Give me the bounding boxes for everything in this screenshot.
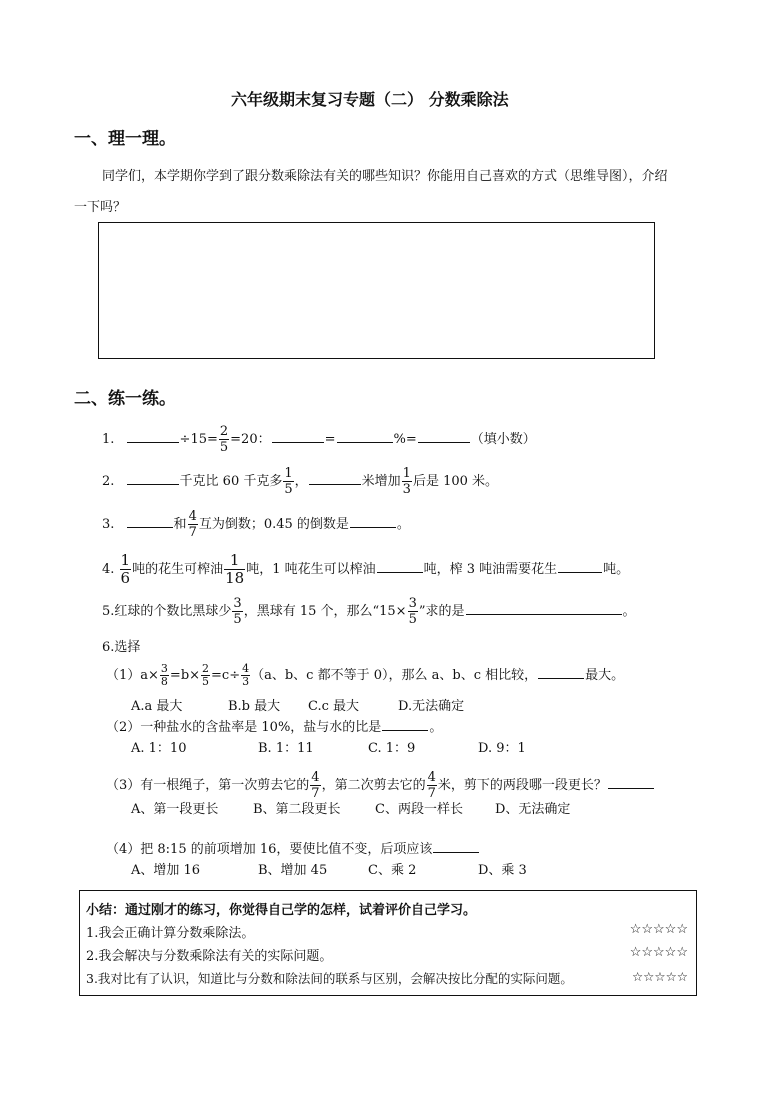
option-6-4-a[interactable]: A、增加 16: [131, 863, 201, 878]
answer-blank[interactable]: [418, 441, 470, 443]
answer-blank[interactable]: [127, 483, 179, 485]
summary-row-3: 3.我对比有了认识，知道比与分数和除法间的联系与区别，会解决按比分配的实际问题。 ☆☆☆☆☆: [86, 969, 688, 986]
answer-blank[interactable]: [350, 526, 396, 528]
summary-box: [79, 890, 697, 996]
question-6-1: （1）a× $\frac{3}{8}$ =b× $\frac{2}{5}$ =c÷ $\frac{4}{3}$ （a、b、c 都不等于 0），那么 a、b、c 相比较， 最大。: [106, 662, 625, 688]
section2-heading: 二、练一练。: [74, 389, 176, 409]
question-6-4: （4）把 8:15 的前项增加 16，要使比值不变，后项应该: [106, 838, 480, 857]
page-title: 六年级期末复习专题（二） 分数乘除法: [231, 90, 509, 109]
answer-blank[interactable]: [538, 677, 584, 679]
summary-heading: 小结：通过刚才的练习，你觉得自己学的怎样，试着评价自己学习。: [86, 903, 477, 918]
answer-blank[interactable]: [608, 787, 654, 789]
question-5: 5.红球的个数比黑球少 $\frac{3}{5}$ ，黑球有 15 个，那么“15× $\frac{3}{5}$ ”求的是 。: [102, 596, 636, 627]
question-4: 4. $\frac{1}{6}$ 吨的花生可榨油 $\frac{1}{18}$ 吨，1 吨花生可以榨油 吨，榨 3 吨油需要花生 吨。: [102, 551, 630, 587]
section1-intro-line1: 同学们，本学期你学到了跟分数乘除法有关的哪些知识？你能用自己喜欢的方式（思维导图），介绍: [102, 169, 668, 184]
question-6-2: （2）一种盐水的含盐率是 10%，盐与水的比是 。: [106, 720, 443, 735]
answer-blank[interactable]: [433, 851, 479, 853]
answer-blank[interactable]: [558, 571, 602, 573]
answer-blank[interactable]: [127, 441, 179, 443]
star-rating[interactable]: ☆☆☆☆☆: [629, 945, 688, 960]
option-6-2-b[interactable]: B. 1：11: [258, 741, 314, 756]
star-rating[interactable]: ☆☆☆☆☆: [631, 969, 688, 984]
answer-blank[interactable]: [272, 441, 324, 443]
answer-blank[interactable]: [337, 441, 393, 443]
summary-row-2: 2.我会解决与分数乘除法有关的实际问题。 ☆☆☆☆☆: [86, 945, 688, 964]
option-6-3-b[interactable]: B、第二段更长: [253, 802, 341, 817]
option-6-2-c[interactable]: C. 1：9: [368, 741, 416, 756]
option-6-3-d[interactable]: D、无法确定: [495, 802, 571, 817]
section1-intro-line2: 一下吗？: [74, 200, 127, 215]
mind-map-answer-box[interactable]: [98, 222, 655, 359]
option-6-1-b[interactable]: B.b 最大: [228, 699, 281, 714]
summary-row-1: 1.我会正确计算分数乘除法。 ☆☆☆☆☆: [86, 922, 688, 941]
answer-blank[interactable]: [309, 483, 361, 485]
option-6-2-a[interactable]: A. 1：10: [131, 741, 187, 756]
question-1: 1. ÷15= $\frac{2}{5}$ =20： = %= （填小数）: [102, 424, 536, 455]
star-rating[interactable]: ☆☆☆☆☆: [629, 922, 688, 937]
answer-blank[interactable]: [382, 729, 428, 731]
answer-blank[interactable]: [127, 526, 173, 528]
question-3: 3. 和 $\frac{4}{7}$ 互为倒数；0.45 的倒数是 。: [102, 509, 410, 540]
option-6-4-b[interactable]: B、增加 45: [258, 863, 328, 878]
option-6-4-c[interactable]: C、乘 2: [368, 863, 417, 878]
option-6-4-d[interactable]: D、乘 3: [478, 863, 527, 878]
question-6-3: （3）有一根绳子，第一次剪去它的 $\frac{4}{7}$ ，第二次剪去它的 $\frac{4}{7}$ 米，剪下的两段哪一段更长？: [106, 770, 655, 801]
answer-blank[interactable]: [466, 613, 622, 615]
option-6-1-d[interactable]: D.无法确定: [398, 699, 465, 714]
answer-blank[interactable]: [377, 571, 423, 573]
section1-heading: 一、理一理。: [74, 129, 176, 149]
option-6-3-a[interactable]: A、第一段更长: [131, 802, 219, 817]
option-6-1-a[interactable]: A.a 最大: [131, 699, 183, 714]
option-6-1-c[interactable]: C.c 最大: [308, 699, 360, 714]
question-2: 2. 千克比 60 千克多 $\frac{1}{5}$ ， 米增加 $\frac{1}{3}$ 后是 100 米。: [102, 466, 499, 497]
option-6-3-c[interactable]: C、两段一样长: [375, 802, 463, 817]
question-6-label: 6.选择: [102, 640, 141, 655]
option-6-2-d[interactable]: D. 9：1: [478, 741, 526, 756]
